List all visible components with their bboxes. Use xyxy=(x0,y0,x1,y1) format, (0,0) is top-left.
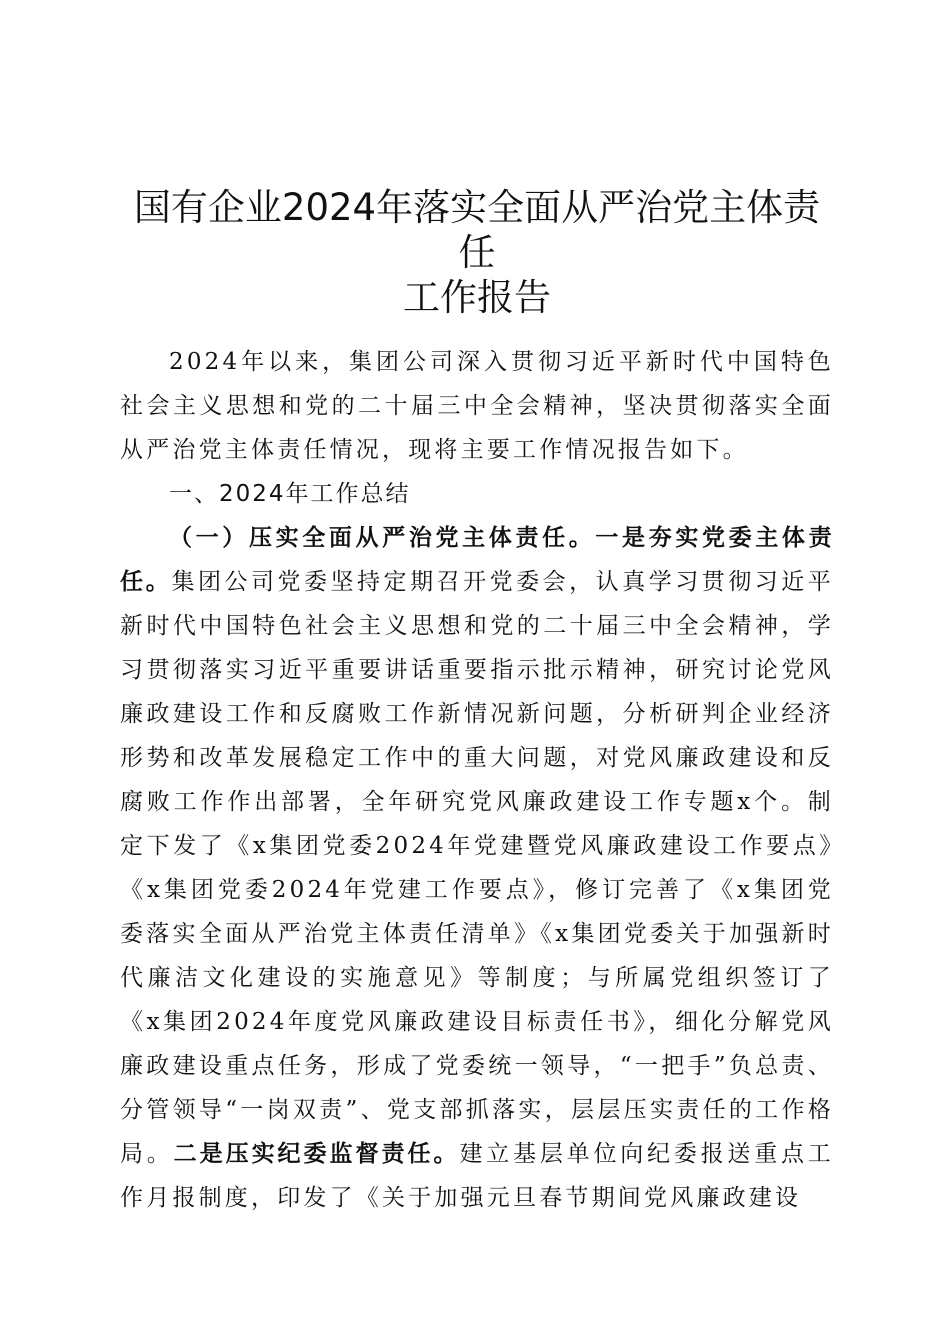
document-page xyxy=(120,185,834,1220)
title-line-1: 国有企业2024年落实全面从严治党主体责任 xyxy=(133,186,821,274)
document-title xyxy=(120,185,834,320)
point-1-body: 集团公司党委坚持定期召开党委会，认真学习贯彻习近平新时代中国特色社会主义思想和党的二十届三中全会精神，学习贯彻落实习近平重要讲话重要指示批示精神，研究讨论党风廉政建设工作和反腐败工作新情况新问题，分析研判企业经济形势和改革发展稳定工作中的重大问题，对党风廉政建设和反腐败工作作出部署，全年研究党风廉政建设工作专题x个。制定下发了《x集团党委2024年党建暨党风廉政建设工作要点》《x集团党委2024年党建工作要点》，修订完善了《x集团党委落实全面从严治党主体责任清单》《x集团党委关于加强新时代廉洁文化建设的实施意见》等制度；与所属党组织签订了《x集团2024年度党风廉政建设目标责任书》，细化分解党风廉政建设重点任务，形成了党委统一领导，“一把手”负总责、分管领导“一岗双责”、党支部抓落实，层层压实责任的工作格局。 xyxy=(120,569,834,1167)
section-heading: 一、2024年工作总结 xyxy=(169,481,411,507)
point-2-heading: 二是压实纪委监督责任。 xyxy=(173,1141,460,1167)
point-1-heading: 一是夯实党委主体责任。 xyxy=(120,525,834,595)
body-paragraph xyxy=(120,516,834,1220)
title-line-2: 工作报告 xyxy=(403,276,551,319)
point-2-body: 建立基层单位向纪委报送重点工作月报制度，印发了《关于加强元旦春节期间党风廉政建设 xyxy=(120,1141,834,1211)
subsection-heading: （一）压实全面从严治党主体责任。 xyxy=(169,525,596,551)
intro-paragraph: 2024年以来，集团公司深入贯彻习近平新时代中国特色社会主义思想和党的二十届三中全会精神，坚决贯彻落实全面从严治党主体责任情况，现将主要工作情况报告如下。 xyxy=(120,349,834,463)
